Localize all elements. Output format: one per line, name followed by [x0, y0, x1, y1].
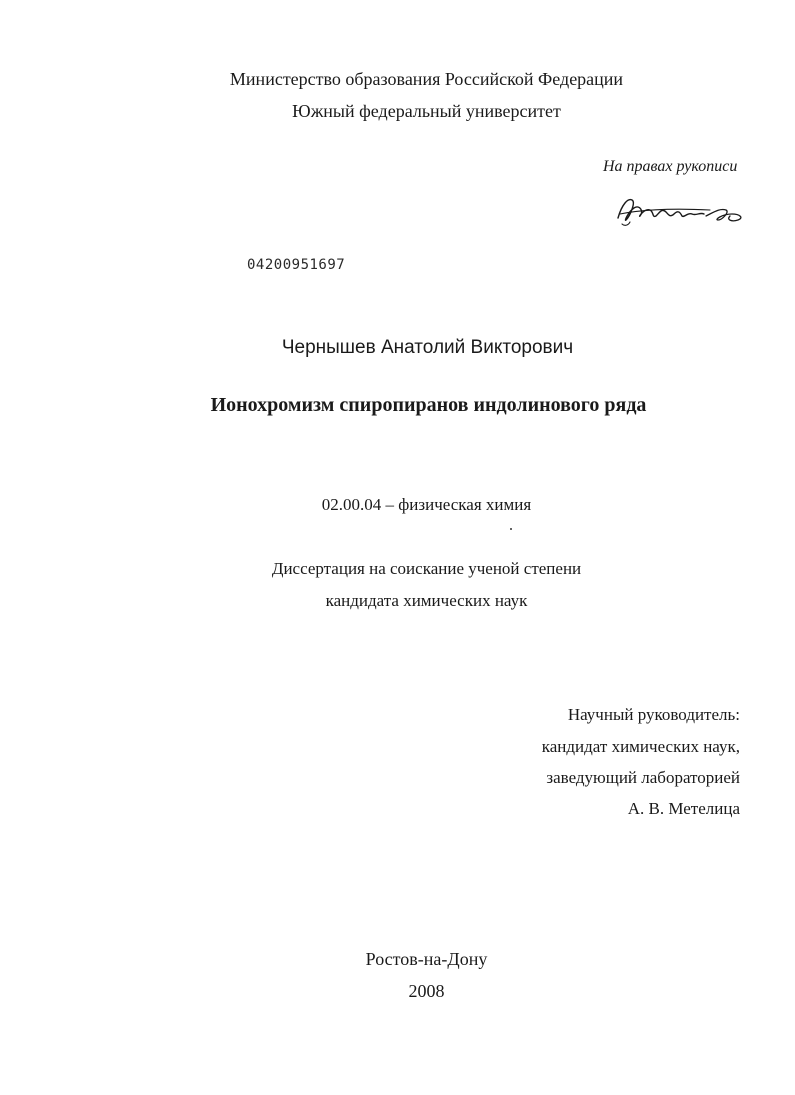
- city: Ростов-на-Дону: [365, 949, 488, 969]
- handwritten-signature: [610, 190, 750, 230]
- supervisor-degree: кандидат химических наук,: [541, 737, 740, 756]
- dissertation-degree-line2: кандидата химических наук: [325, 591, 528, 610]
- year: 2008: [408, 981, 445, 1001]
- supervisor-position: заведующий лабораторией: [546, 768, 740, 787]
- dissertation-degree-line1: Диссертация на соискание ученой степени: [271, 559, 582, 578]
- university-heading: Южный федеральный университет: [292, 101, 561, 121]
- dissertation-title: Ионохромизм спиропиранов индолинового ряда: [210, 394, 647, 416]
- supervisor-label: Научный руководитель:: [567, 705, 740, 724]
- archive-code: 04200951697: [247, 257, 346, 273]
- manuscript-rights-note: На правах рукописи: [603, 158, 738, 175]
- specialty-code: 02.00.04 – физическая химия: [321, 495, 532, 514]
- scan-dot: [510, 528, 512, 530]
- supervisor-name: А. В. Метелица: [627, 799, 740, 818]
- ministry-heading: Министерство образования Российской Федерации: [229, 69, 624, 89]
- author-name: Чернышев Анатолий Викторович: [281, 337, 574, 358]
